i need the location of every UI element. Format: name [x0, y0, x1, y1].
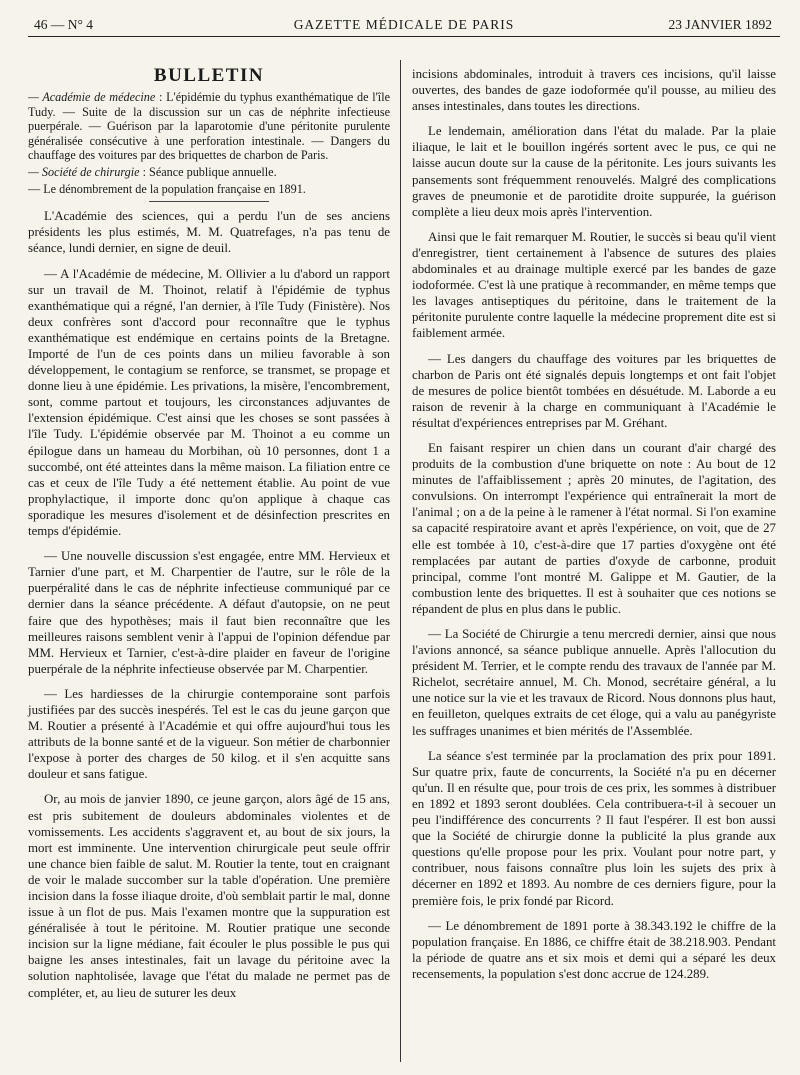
article-paragraph: — A l'Académie de médecine, M. Ollivier a lu d'abord un rapport sur un travail de M. Thoinot, relatif à l'épidémie de typhus exanthématique qui a régné, l'an dernier, à l'île Tudy (Finistère). Nos deux confrères sont d'accord pour reconnaître que le typhus exanthématique est endémique en certains points de la Bretagne. Importé de l'un de ces points dans un milieu favorable à son développement, le contagium se renforce, se transmet, se propage et donne lieu à une épidémie. Les privations, la misère, l'encombrement, sont, comme partout et toujours, les circonstances adjuvantes de l'extension épidémique. C'est ainsi que les choses se sont passées à l'île Tudy. L'épidémie observée par M. Thoinot a eu comme un épilogue dans un hameau du Morbihan, où 10 personnes, dont 1 a succombé, ont été atteintes dans la même maison. La filiation entre ce cas et ceux de l'île Tudy a été nettement établie. Au point de vue prophylactique, il importe donc qu'on applique à chaque cas sporadique les mesures d'isolement et de désinfection prescrites en temps d'épidémie. — [28, 266, 390, 539]
article-paragraph: — Le dénombrement de 1891 porte à 38.343.192 le chiffre de la population française. En 1886, ce chiffre était de 38.218.903. Pendant la période de quatre ans et six mois et demi qui a séparé les deux recensements, la population s'est donc accrue de 124.289. — [412, 918, 776, 981]
article-paragraph: — Les dangers du chauffage des voitures par les briquettes de charbon de Paris ont été signalés depuis longtemps et ont fait l'objet de mesures de police bientôt tombées en désuétude. M. Laborde a eu raison de revenir à la charge en communiquant à l'Académie le résultat d'expériences entreprises par M. Gréhant. — [412, 351, 776, 430]
summary-text: : L'épidémie du typhus exanthématique de l'île Tudy. — Suite de la discussion sur un cas de néphrite infectieuse puerpérale. — Guérison par la laparotomie d'une péritonite purulente généralisée consécutive à une perforation intestinale. — Dangers du chauffage des voitures par des briquettes de charbon de Paris. — [28, 90, 390, 163]
summary-text: : Séance publique annuelle. — [139, 165, 277, 180]
journal-title: GAZETTE MÉDICALE DE PARIS — [293, 17, 515, 32]
summary-rule — [149, 201, 269, 202]
page-header — [28, 14, 780, 37]
column-divider — [400, 60, 401, 1062]
bulletin-summary — [28, 90, 390, 196]
right-column — [412, 66, 776, 991]
summary-item — [28, 182, 390, 197]
article-paragraph: Ainsi que le fait remarquer M. Routier, le succès si beau qu'il vient d'enregistrer, tient certainement à l'absence de sutures des plaies abdominales et au drainage multiple exercé par les bandes de gaze iodoformée. C'est là une pratique à recommander, en même temps que les lavages antiseptiques du péritoine, dans le traitement de la péritonite purulente contre laquelle la médecine proprement dite est si faiblement armée. — [412, 229, 776, 341]
article-paragraph: — La Société de Chirurgie a tenu mercredi dernier, ainsi que nous l'avions annoncé, sa séance publique annuelle. Après l'allocution du président M. Terrier, et le compte rendu des travaux de l'année par M. Richelot, secrétaire annuel, M. Ch. Monod, secrétaire général, a lu une notice sur la vie et les travaux de Ricord. Nous donnons plus haut, en feuilleton, quelques extraits de cet éloge, qui a valu au panégyriste les suffrages unanimes et bien mérités de l'Assemblée. — [412, 627, 776, 738]
article-paragraph: La séance s'est terminée par la proclamation des prix pour 1891. Sur quatre prix, faute de concurrents, la Société n'a pu en décerner qu'un. Il en résulte que, pour trois de ces prix, les sommes à distribuer en 1892 et 1893 seront doublées. Cela contribuera-t-il à secouer un peu l'indifférence des concurrents ? Il faut l'espérer. Il est bon aussi que la Société de chirurgie donne la publicité la plus grande aux questions qu'elle propose pour les prix. Voulant pour notre part, y contribuer, nous faisons connaître plus loin les sujets des prix à décerner en 1892 et 1893. Au nombre de ces derniers figure, pour la première fois, le prix fondé par Ricord. — [412, 748, 776, 908]
article-paragraph: En faisant respirer un chien dans un courant d'air chargé des produits de la combustion d'une briquette on note : Au bout de 12 minutes de l'affaiblissement ; après 20 minutes, de l'agitation, des convulsions. On interrompt l'expérience qui entraînerait la mort de l'animal ; on a de la peine à le ramener à l'état normal. Si l'on examine sa capacité respiratoire avant et après l'expérience, on voit, que de 27 elle est tombée à 10, c'est-à-dire que 17 parties d'oxygène ont été remplacées par autant de parties d'oxyde de carbonne, produit principal, comme l'ont montré M. Galippe et M. Gautier, de la combustion lente des briquettes. Il est à souhaiter que ces notions se répandent de plus en plus dans le public. — [412, 440, 776, 616]
page-number: 46 — N° 4 — [34, 17, 94, 32]
bulletin-title: BULLETIN — [153, 65, 265, 86]
article-paragraph: Or, au mois de janvier 1890, ce jeune garçon, alors âgé de 15 ans, est pris subitement de douleurs abdominales violentes et de vomissements. Les accidents s'aggravent et, au bout de six jours, la mort est imminente. Une intervention chirurgicale peut seule offrir une chance bien faible de salut. M. Routier la tente, tout en craignant de voir le malade succomber sur la table d'opération. Une première incision dans la fosse iliaque droite, d'où semblait partir le mal, donne issue à un flot de pus. Mais l'examen montre que la suppuration est généralisée à tout le péritoine. M. Routier pratique une seconde incision sur la ligne médiane, fait écouler le plus possible le pus qui baigne les anses intestinales, fait un lavage du péritoine avec la solution naphtolisée, lavage que l'état du malade ne permet pas de compléter, et, au lieu de suturer les deux — [28, 792, 390, 1000]
summary-text: — Le dénombrement de la population française en 1891. — [28, 181, 306, 196]
article-paragraph: — Les hardiesses de la chirurgie contemporaine sont parfois justifiées par des succès inespérés. Tel est le cas du jeune garçon que M. Routier a présenté à l'Académie et qui offre aujourd'hui tous les attributs de la bonne santé et de la vigueur. Son métier de charbonnier l'expose à porter des charges de 50 kilog. et il s'en acquitte sans douleur et sans fatigue. — [28, 686, 390, 782]
left-column — [28, 62, 390, 1010]
summary-lead: — Académie de médecine — [28, 90, 156, 105]
summary-item — [28, 165, 390, 180]
summary-item — [28, 90, 390, 163]
article-paragraph: incisions abdominales, introduit à travers ces incisions, qu'il laisse ouvertes, des bandes de gaze iodoformée qu'il pousse, au milieu des anses intestinales, dans toutes les directions. — [412, 67, 776, 114]
article-paragraph: L'Académie des sciences, qui a perdu l'un de ses anciens présidents les plus estimés, M. M. Quatrefages, n'a pas tenu de séance, lundi dernier, en signe de deuil. — [28, 209, 390, 256]
article-paragraph: Le lendemain, amélioration dans l'état du malade. Par la plaie iliaque, le lait et le bouillon ingérés sortent avec le pus, ce qui ne laisse aucun doute sur la cause de la péritonite. Les jours suivants les pansements sont fréquemment renouvelés. Malgré des complications graves de pneumonie et de parotidite droite suppurée, la guérison complète a lieu deux mois après l'intervention. — [412, 124, 776, 219]
article-paragraph: — Une nouvelle discussion s'est engagée, entre MM. Hervieux et Tarnier d'une part, et M. Charpentier de l'autre, sur le rôle de la puerpéralité dans le cas de néphrite infectieuse communiqué par ce dernier dans la séance précédente. A défaut d'autopsie, on ne peut faire que des hypothèses; mais il faut bien reconnaître que les meilleures raisons semblent venir à l'appui de l'opinion défendue par MM. Hervieux et Tarnier, c'est-à-dire plaider en faveur de l'origine puerpérale de la néphrite infectieuse observée par M. Charpentier. — [28, 549, 390, 676]
issue-date: 23 JANVIER 1892 — [668, 17, 772, 32]
summary-lead: — Société de chirurgie — [28, 165, 140, 180]
